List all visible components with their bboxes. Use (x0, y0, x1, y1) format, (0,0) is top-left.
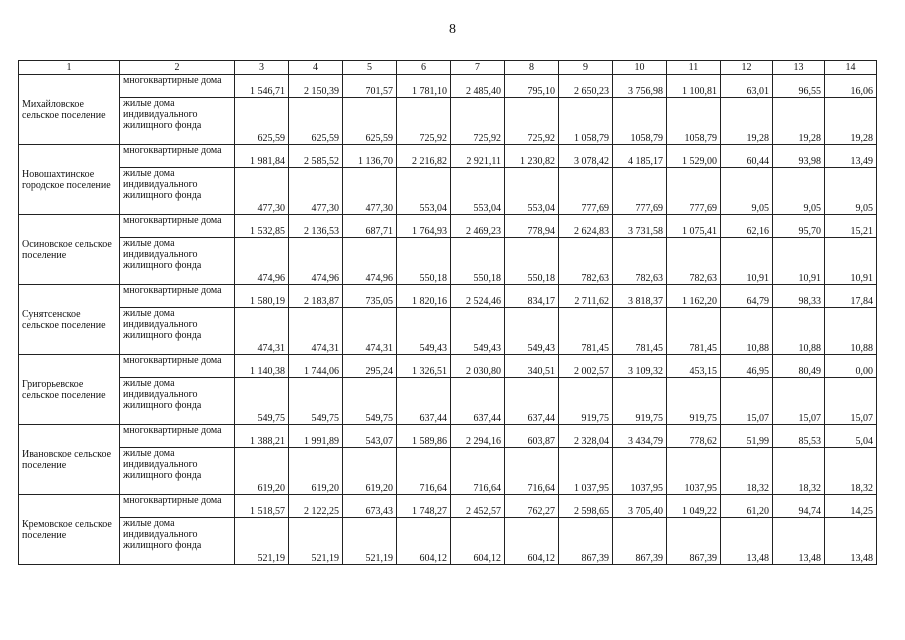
value-cell: 549,43 (451, 308, 505, 355)
value-cell: 604,12 (505, 518, 559, 565)
value-cell: 3 731,58 (613, 215, 667, 238)
value-cell: 80,49 (773, 355, 825, 378)
value-cell: 3 818,37 (613, 285, 667, 308)
value-cell: 637,44 (505, 378, 559, 425)
table-row (19, 75, 877, 98)
value-cell: 777,69 (613, 168, 667, 215)
value-cell: 10,91 (721, 238, 773, 285)
value-cell: 1 764,93 (397, 215, 451, 238)
value-cell: 5,04 (825, 425, 877, 448)
housing-type: многоквартирные дома (120, 145, 235, 168)
value-cell: 477,30 (289, 168, 343, 215)
value-cell: 46,95 (721, 355, 773, 378)
housing-type: многоквартирные дома (120, 425, 235, 448)
value-cell: 3 756,98 (613, 75, 667, 98)
table-row (19, 215, 877, 238)
value-cell: 477,30 (343, 168, 397, 215)
value-cell: 521,19 (235, 518, 289, 565)
value-cell: 2 150,39 (289, 75, 343, 98)
table-row (19, 308, 877, 355)
table-row (19, 98, 877, 145)
value-cell: 725,92 (451, 98, 505, 145)
value-cell: 543,07 (343, 425, 397, 448)
housing-type: многоквартирные дома (120, 75, 235, 98)
column-header: 13 (773, 61, 825, 75)
value-cell: 549,75 (235, 378, 289, 425)
value-cell: 15,07 (825, 378, 877, 425)
housing-type: жилые дома индивидуального жилищного фонда (120, 98, 235, 145)
value-cell: 1 326,51 (397, 355, 451, 378)
housing-type: жилые дома индивидуального жилищного фонда (120, 308, 235, 355)
value-cell: 17,84 (825, 285, 877, 308)
value-cell: 9,05 (721, 168, 773, 215)
value-cell: 1 140,38 (235, 355, 289, 378)
value-cell: 10,88 (773, 308, 825, 355)
housing-type: жилые дома индивидуального жилищного фонда (120, 238, 235, 285)
table-row (19, 448, 877, 495)
column-header: 1 (19, 61, 120, 75)
value-cell: 550,18 (451, 238, 505, 285)
table-body (19, 75, 877, 565)
value-cell: 1 230,82 (505, 145, 559, 168)
value-cell: 782,63 (559, 238, 613, 285)
value-cell: 2 598,65 (559, 495, 613, 518)
value-cell: 2 328,04 (559, 425, 613, 448)
settlement-name: Сунятсенское сельское поселение (19, 285, 120, 355)
value-cell: 550,18 (505, 238, 559, 285)
housing-type: многоквартирные дома (120, 355, 235, 378)
value-cell: 2 650,23 (559, 75, 613, 98)
value-cell: 1 748,27 (397, 495, 451, 518)
value-cell: 673,43 (343, 495, 397, 518)
value-cell: 553,04 (451, 168, 505, 215)
value-cell: 3 109,32 (613, 355, 667, 378)
value-cell: 549,75 (289, 378, 343, 425)
housing-type: жилые дома индивидуального жилищного фонда (120, 518, 235, 565)
value-cell: 18,32 (721, 448, 773, 495)
value-cell: 3 078,42 (559, 145, 613, 168)
value-cell: 2 294,16 (451, 425, 505, 448)
value-cell: 778,62 (667, 425, 721, 448)
value-cell: 1 546,71 (235, 75, 289, 98)
value-cell: 1 100,81 (667, 75, 721, 98)
value-cell: 619,20 (343, 448, 397, 495)
value-cell: 51,99 (721, 425, 773, 448)
value-cell: 13,48 (721, 518, 773, 565)
housing-type: многоквартирные дома (120, 495, 235, 518)
value-cell: 94,74 (773, 495, 825, 518)
value-cell: 9,05 (773, 168, 825, 215)
value-cell: 603,87 (505, 425, 559, 448)
value-cell: 10,88 (825, 308, 877, 355)
value-cell: 2 711,62 (559, 285, 613, 308)
value-cell: 19,28 (721, 98, 773, 145)
value-cell: 1 037,95 (559, 448, 613, 495)
value-cell: 1 781,10 (397, 75, 451, 98)
value-cell: 1 388,21 (235, 425, 289, 448)
column-header: 11 (667, 61, 721, 75)
column-header: 9 (559, 61, 613, 75)
value-cell: 64,79 (721, 285, 773, 308)
value-cell: 725,92 (505, 98, 559, 145)
value-cell: 919,75 (559, 378, 613, 425)
housing-type: многоквартирные дома (120, 285, 235, 308)
value-cell: 2 921,11 (451, 145, 505, 168)
value-cell: 716,64 (451, 448, 505, 495)
value-cell: 777,69 (559, 168, 613, 215)
value-cell: 474,96 (235, 238, 289, 285)
settlement-name: Кремовское сельское поселение (19, 495, 120, 565)
value-cell: 549,43 (397, 308, 451, 355)
value-cell: 716,64 (505, 448, 559, 495)
value-cell: 625,59 (235, 98, 289, 145)
value-cell: 553,04 (505, 168, 559, 215)
value-cell: 474,31 (289, 308, 343, 355)
value-cell: 62,16 (721, 215, 773, 238)
value-cell: 687,71 (343, 215, 397, 238)
settlement-name: Григорьевское сельское поселение (19, 355, 120, 425)
column-header: 3 (235, 61, 289, 75)
value-cell: 1 820,16 (397, 285, 451, 308)
value-cell: 2 002,57 (559, 355, 613, 378)
value-cell: 474,31 (343, 308, 397, 355)
value-cell: 13,48 (773, 518, 825, 565)
value-cell: 1 744,06 (289, 355, 343, 378)
value-cell: 18,32 (825, 448, 877, 495)
settlement-name: Осиновское сельское поселение (19, 215, 120, 285)
value-cell: 550,18 (397, 238, 451, 285)
housing-type: жилые дома индивидуального жилищного фонда (120, 448, 235, 495)
value-cell: 477,30 (235, 168, 289, 215)
value-cell: 1 162,20 (667, 285, 721, 308)
header-row (19, 61, 877, 75)
value-cell: 295,24 (343, 355, 397, 378)
value-cell: 1 075,41 (667, 215, 721, 238)
value-cell: 15,07 (721, 378, 773, 425)
value-cell: 3 705,40 (613, 495, 667, 518)
value-cell: 2 183,87 (289, 285, 343, 308)
value-cell: 98,33 (773, 285, 825, 308)
table-row (19, 355, 877, 378)
value-cell: 701,57 (343, 75, 397, 98)
value-cell: 725,92 (397, 98, 451, 145)
value-cell: 10,88 (721, 308, 773, 355)
value-cell: 604,12 (397, 518, 451, 565)
value-cell: 834,17 (505, 285, 559, 308)
value-cell: 1 058,79 (559, 98, 613, 145)
value-cell: 625,59 (289, 98, 343, 145)
value-cell: 619,20 (289, 448, 343, 495)
table-row (19, 145, 877, 168)
value-cell: 2 524,46 (451, 285, 505, 308)
value-cell: 10,91 (825, 238, 877, 285)
value-cell: 919,75 (613, 378, 667, 425)
value-cell: 735,05 (343, 285, 397, 308)
value-cell: 777,69 (667, 168, 721, 215)
value-cell: 867,39 (613, 518, 667, 565)
table-row (19, 168, 877, 215)
value-cell: 637,44 (397, 378, 451, 425)
column-header: 5 (343, 61, 397, 75)
value-cell: 1 981,84 (235, 145, 289, 168)
value-cell: 96,55 (773, 75, 825, 98)
tariff-table (18, 60, 877, 565)
column-header: 6 (397, 61, 451, 75)
value-cell: 2 136,53 (289, 215, 343, 238)
value-cell: 867,39 (667, 518, 721, 565)
column-header: 12 (721, 61, 773, 75)
value-cell: 1 049,22 (667, 495, 721, 518)
value-cell: 1 532,85 (235, 215, 289, 238)
value-cell: 63,01 (721, 75, 773, 98)
value-cell: 2 452,57 (451, 495, 505, 518)
value-cell: 19,28 (825, 98, 877, 145)
value-cell: 919,75 (667, 378, 721, 425)
value-cell: 61,20 (721, 495, 773, 518)
value-cell: 553,04 (397, 168, 451, 215)
value-cell: 1 136,70 (343, 145, 397, 168)
column-header: 10 (613, 61, 667, 75)
value-cell: 18,32 (773, 448, 825, 495)
column-header: 14 (825, 61, 877, 75)
housing-type: жилые дома индивидуального жилищного фонда (120, 168, 235, 215)
value-cell: 549,43 (505, 308, 559, 355)
value-cell: 1 529,00 (667, 145, 721, 168)
value-cell: 1 518,57 (235, 495, 289, 518)
value-cell: 9,05 (825, 168, 877, 215)
table-row (19, 285, 877, 308)
value-cell: 2 485,40 (451, 75, 505, 98)
value-cell: 1 589,86 (397, 425, 451, 448)
value-cell: 95,70 (773, 215, 825, 238)
table-row (19, 495, 877, 518)
settlement-name: Новошахтинское городское поселение (19, 145, 120, 215)
value-cell: 782,63 (667, 238, 721, 285)
value-cell: 10,91 (773, 238, 825, 285)
value-cell: 14,25 (825, 495, 877, 518)
value-cell: 93,98 (773, 145, 825, 168)
value-cell: 521,19 (289, 518, 343, 565)
value-cell: 1 580,19 (235, 285, 289, 308)
value-cell: 781,45 (613, 308, 667, 355)
value-cell: 340,51 (505, 355, 559, 378)
value-cell: 2 216,82 (397, 145, 451, 168)
value-cell: 60,44 (721, 145, 773, 168)
value-cell: 4 185,17 (613, 145, 667, 168)
value-cell: 2 469,23 (451, 215, 505, 238)
value-cell: 1058,79 (667, 98, 721, 145)
value-cell: 13,48 (825, 518, 877, 565)
value-cell: 619,20 (235, 448, 289, 495)
value-cell: 637,44 (451, 378, 505, 425)
column-header: 2 (120, 61, 235, 75)
value-cell: 474,31 (235, 308, 289, 355)
value-cell: 549,75 (343, 378, 397, 425)
column-header: 4 (289, 61, 343, 75)
value-cell: 716,64 (397, 448, 451, 495)
value-cell: 3 434,79 (613, 425, 667, 448)
settlement-name: Ивановское сельское поселение (19, 425, 120, 495)
value-cell: 867,39 (559, 518, 613, 565)
value-cell: 604,12 (451, 518, 505, 565)
value-cell: 15,07 (773, 378, 825, 425)
value-cell: 782,63 (613, 238, 667, 285)
value-cell: 521,19 (343, 518, 397, 565)
housing-type: многоквартирные дома (120, 215, 235, 238)
value-cell: 16,06 (825, 75, 877, 98)
column-header: 7 (451, 61, 505, 75)
value-cell: 474,96 (289, 238, 343, 285)
table-row (19, 238, 877, 285)
column-header: 8 (505, 61, 559, 75)
value-cell: 781,45 (667, 308, 721, 355)
value-cell: 625,59 (343, 98, 397, 145)
value-cell: 2 030,80 (451, 355, 505, 378)
value-cell: 13,49 (825, 145, 877, 168)
value-cell: 453,15 (667, 355, 721, 378)
value-cell: 19,28 (773, 98, 825, 145)
table-row (19, 425, 877, 448)
value-cell: 1037,95 (667, 448, 721, 495)
value-cell: 2 585,52 (289, 145, 343, 168)
value-cell: 1037,95 (613, 448, 667, 495)
table-row (19, 378, 877, 425)
value-cell: 15,21 (825, 215, 877, 238)
housing-type: жилые дома индивидуального жилищного фонда (120, 378, 235, 425)
value-cell: 1058,79 (613, 98, 667, 145)
table-row (19, 518, 877, 565)
value-cell: 474,96 (343, 238, 397, 285)
value-cell: 795,10 (505, 75, 559, 98)
value-cell: 1 991,89 (289, 425, 343, 448)
value-cell: 2 122,25 (289, 495, 343, 518)
value-cell: 0,00 (825, 355, 877, 378)
value-cell: 85,53 (773, 425, 825, 448)
value-cell: 778,94 (505, 215, 559, 238)
value-cell: 781,45 (559, 308, 613, 355)
page-number: 8 (449, 22, 456, 37)
value-cell: 2 624,83 (559, 215, 613, 238)
value-cell: 762,27 (505, 495, 559, 518)
settlement-name: Михайловское сельское поселение (19, 75, 120, 145)
